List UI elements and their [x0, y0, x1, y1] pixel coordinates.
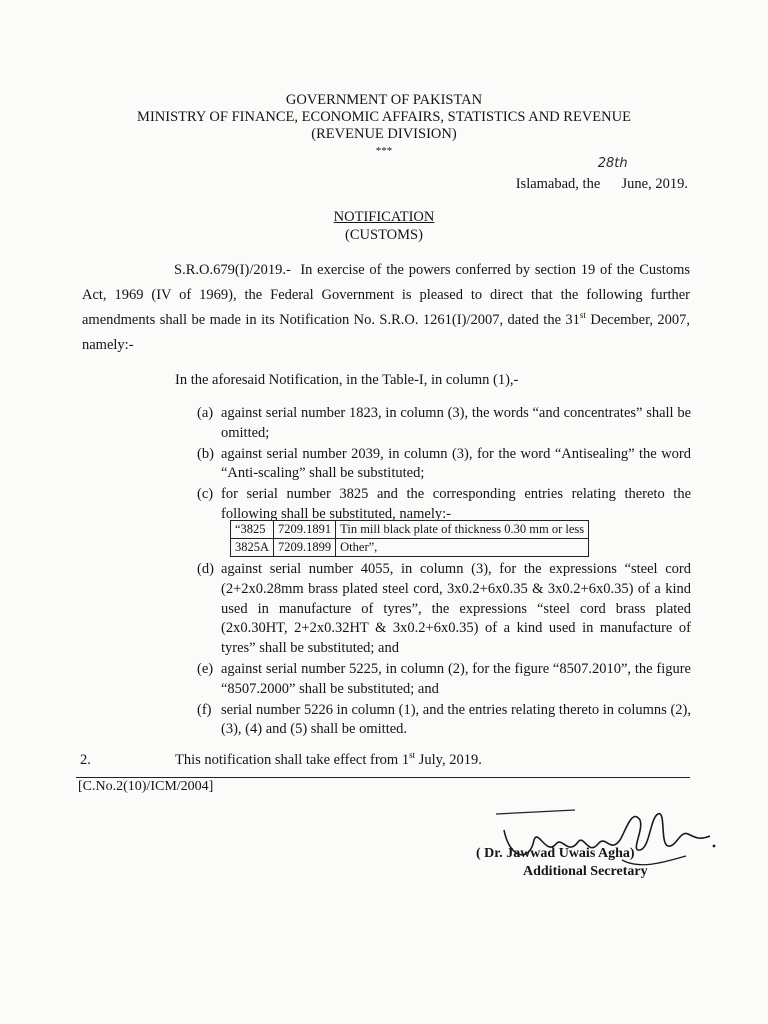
body-sup: st: [579, 310, 586, 321]
item-text: against serial number 2039, in column (3), for the word “Antisealing” the word “Anti-scaling” shall be substituted;: [221, 445, 691, 482]
header-line-1: GOVERNMENT OF PAKISTAN: [285, 92, 483, 108]
file-number: [C.No.2(10)/ICM/2004]: [78, 779, 214, 794]
table-cell: “3825: [231, 521, 274, 539]
list-item: [197, 445, 691, 485]
date-line: [515, 156, 688, 193]
list-item: [197, 660, 691, 700]
list-item: [197, 701, 691, 741]
items-list-bottom: [197, 560, 691, 741]
date-place: Islamabad, the: [515, 176, 601, 192]
item-marker: (b): [197, 445, 214, 462]
table-cell: 3825A: [231, 539, 274, 557]
table-cell: 7209.1891: [274, 521, 336, 539]
notification-title: NOTIFICATION: [333, 209, 435, 225]
divider-line: [76, 777, 690, 778]
table-row: [231, 521, 589, 539]
item-marker: (e): [197, 660, 214, 677]
table-cell: Other”,: [336, 539, 589, 557]
signatory-name: ( Dr. Jawwad Uwais Agha): [476, 846, 635, 861]
final-sup: st: [409, 750, 416, 761]
notification-subtitle: (CUSTOMS): [345, 227, 423, 243]
item-marker: (f): [197, 701, 212, 718]
item-marker: (d): [197, 561, 214, 577]
date-handwritten-day: 28th: [597, 156, 628, 171]
sro-number: S.R.O.679(I)/2019.-: [174, 262, 291, 278]
items-list-top: [197, 404, 691, 526]
item-text: against serial number 5225, in column (2), for the figure “8507.2010”, the figure “8507.2000” shall be substituted; and: [221, 660, 691, 697]
header-line-3: (REVENUE DIVISION): [311, 126, 457, 142]
substitution-table: [230, 520, 589, 557]
intro-line: In the aforesaid Notification, in the Table-I, in column (1),-: [175, 372, 519, 388]
body-paragraph: [82, 258, 690, 358]
item-marker: (c): [197, 486, 214, 503]
date-rest: June, 2019.: [621, 176, 688, 192]
list-item: [197, 404, 691, 444]
body-text-b: December, 2007, namely:-: [82, 312, 691, 353]
table-cell: Tin mill black plate of thickness 0.30 mm or less: [336, 521, 589, 539]
list-item: [197, 485, 691, 525]
item-text: against serial number 4055, in column (3), for the expressions “steel cord (2+2x0.28mm brass plated steel cord, 3x0.2+6x0.35 & 3x0.2+6x0.35) of a kind used in manufacture of tyres”, the expressions “steel cord brass plated (2x0.30HT, 2+2x0.32HT & 3x0.2+6x0.35) of a kind used in manufacture of tyres” shall be substituted; and: [221, 561, 691, 657]
final-text: [175, 752, 482, 769]
item-text: serial number 5226 in column (1), and the entries relating thereto in columns (2), (3), (4) and (5) shall be omitted.: [221, 701, 691, 738]
table-cell: 7209.1899: [274, 539, 336, 557]
list-item: [197, 560, 691, 659]
header-stars: ***: [375, 145, 393, 157]
final-text-a: This notification shall take effect from 1: [175, 752, 410, 768]
final-number: 2.: [80, 752, 91, 768]
body-text-a: In exercise of the powers conferred by section 19 of the Customs Act, 1969 (IV of 1969), the Federal Government is pleased to direct that the following further amendments shall be made in its Notification No. S.R.O. 1261(I)/2007, dated the 31: [82, 262, 691, 328]
signatory-designation: Additional Secretary: [523, 864, 648, 879]
item-text: against serial number 1823, in column (3), the words “and concentrates” shall be omitted;: [221, 405, 691, 441]
table-row: [231, 539, 589, 557]
item-marker: (a): [197, 405, 214, 421]
item-text: for serial number 3825 and the corresponding entries relating thereto the following shall be substituted, namely:-: [221, 486, 691, 522]
final-text-b: July, 2019.: [418, 752, 482, 768]
header-line-2: MINISTRY OF FINANCE, ECONOMIC AFFAIRS, STATISTICS AND REVENUE: [137, 109, 631, 125]
